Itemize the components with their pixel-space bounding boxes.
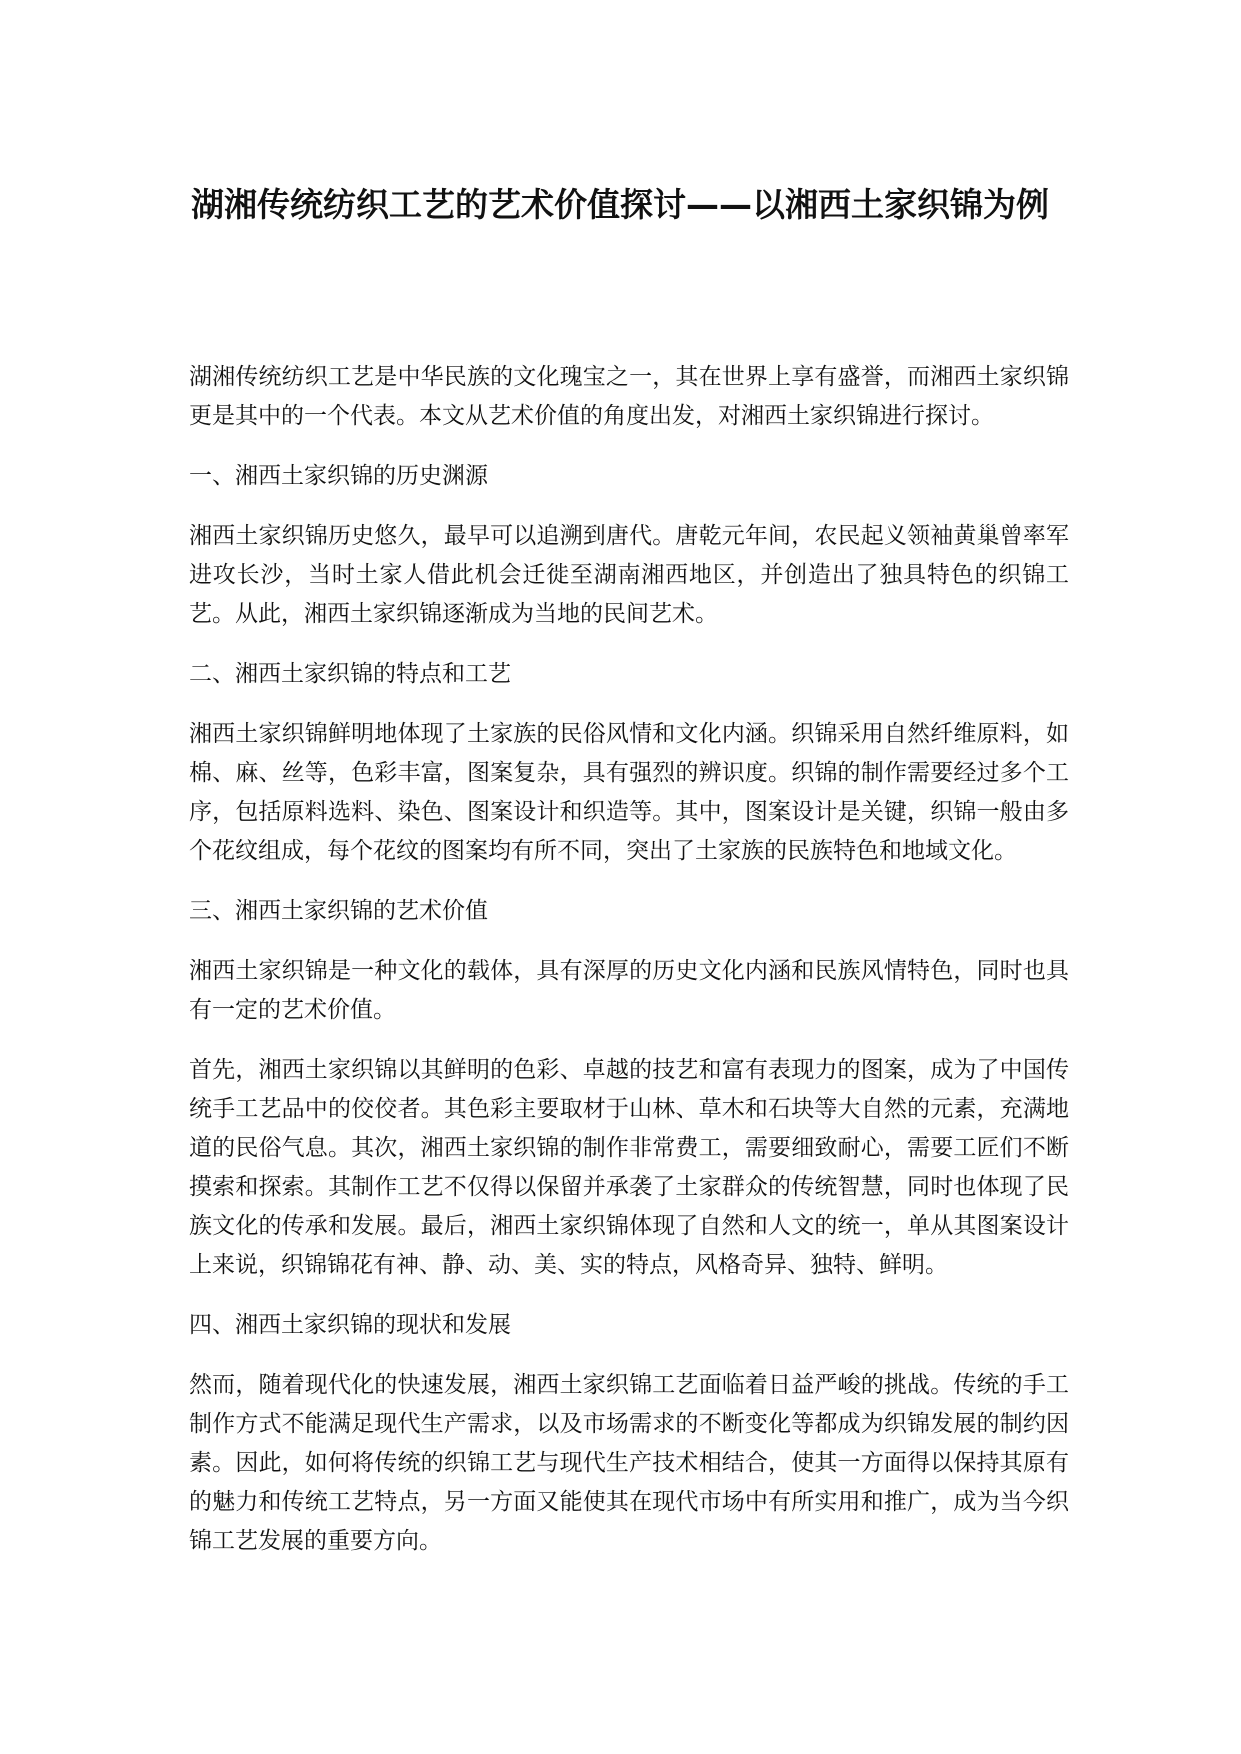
section-4-paragraph-1: 然而，随着现代化的快速发展，湘西土家织锦工艺面临着日益严峻的挑战。传统的手工制作方式不能满足现代生产需求，以及市场需求的不断变化等都成为织锦发展的制约因素。因此，如何将传统的织锦工艺与现代生产技术相结合，使其一方面得以保持其原有的魅力和传统工艺特点，另一方面又能使其在现代市场中有所实用和推广，成为当今织锦工艺发展的重要方向。 [189,1372,1069,1554]
section-3-paragraph-2: 首先，湘西土家织锦以其鲜明的色彩、卓越的技艺和富有表现力的图案，成为了中国传统手工艺品中的佼佼者。其色彩主要取材于山林、草木和石块等大自然的元素，充满地道的民俗气息。其次，湘西土家织锦的制作非常费工，需要细致耐心，需要工匠们不断摸索和探索。其制作工艺不仅得以保留并承袭了土家群众的传统智慧，同时也体现了民族文化的传承和发展。最后，湘西土家织锦体现了自然和人文的统一，单从其图案设计上来说，织锦锦花有神、静、动、美、实的特点，风格奇异、独特、鲜明。 [189,1057,1069,1278]
section-1-paragraph-1: 湘西土家织锦历史悠久，最早可以追溯到唐代。唐乾元年间，农民起义领袖黄巢曾率军进攻长沙，当时土家人借此机会迁徙至湖南湘西地区，并创造出了独具特色的织锦工艺。从此，湘西土家织锦逐渐成为当地的民间艺术。 [189,523,1069,627]
section-3-paragraph-1: 湘西土家织锦是一种文化的载体，具有深厚的历史文化内涵和民族风情特色，同时也具有一定的艺术价值。 [189,958,1069,1023]
section-heading-1: 一、湘西土家织锦的历史渊源 [189,463,488,489]
document-body [189,358,1069,1582]
section-2-paragraph-1: 湘西土家织锦鲜明地体现了土家族的民俗风情和文化内涵。织锦采用自然纤维原料，如棉、麻、丝等，色彩丰富，图案复杂，具有强烈的辨识度。织锦的制作需要经过多个工序，包括原料选料、染色、图案设计和织造等。其中，图案设计是关键，织锦一般由多个花纹组成，每个花纹的图案均有所不同，突出了土家族的民族特色和地域文化。 [189,721,1069,864]
section-heading-4: 四、湘西土家织锦的现状和发展 [189,1312,511,1338]
document-title: 湖湘传统纺织工艺的艺术价值探讨——以湘西土家织锦为例 [191,185,1049,224]
section-heading-3: 三、湘西土家织锦的艺术价值 [189,898,488,924]
intro-paragraph: 湖湘传统纺织工艺是中华民族的文化瑰宝之一，其在世界上享有盛誉，而湘西土家织锦更是其中的一个代表。本文从艺术价值的角度出发，对湘西土家织锦进行探讨。 [189,364,1069,429]
section-heading-2: 二、湘西土家织锦的特点和工艺 [189,661,511,687]
